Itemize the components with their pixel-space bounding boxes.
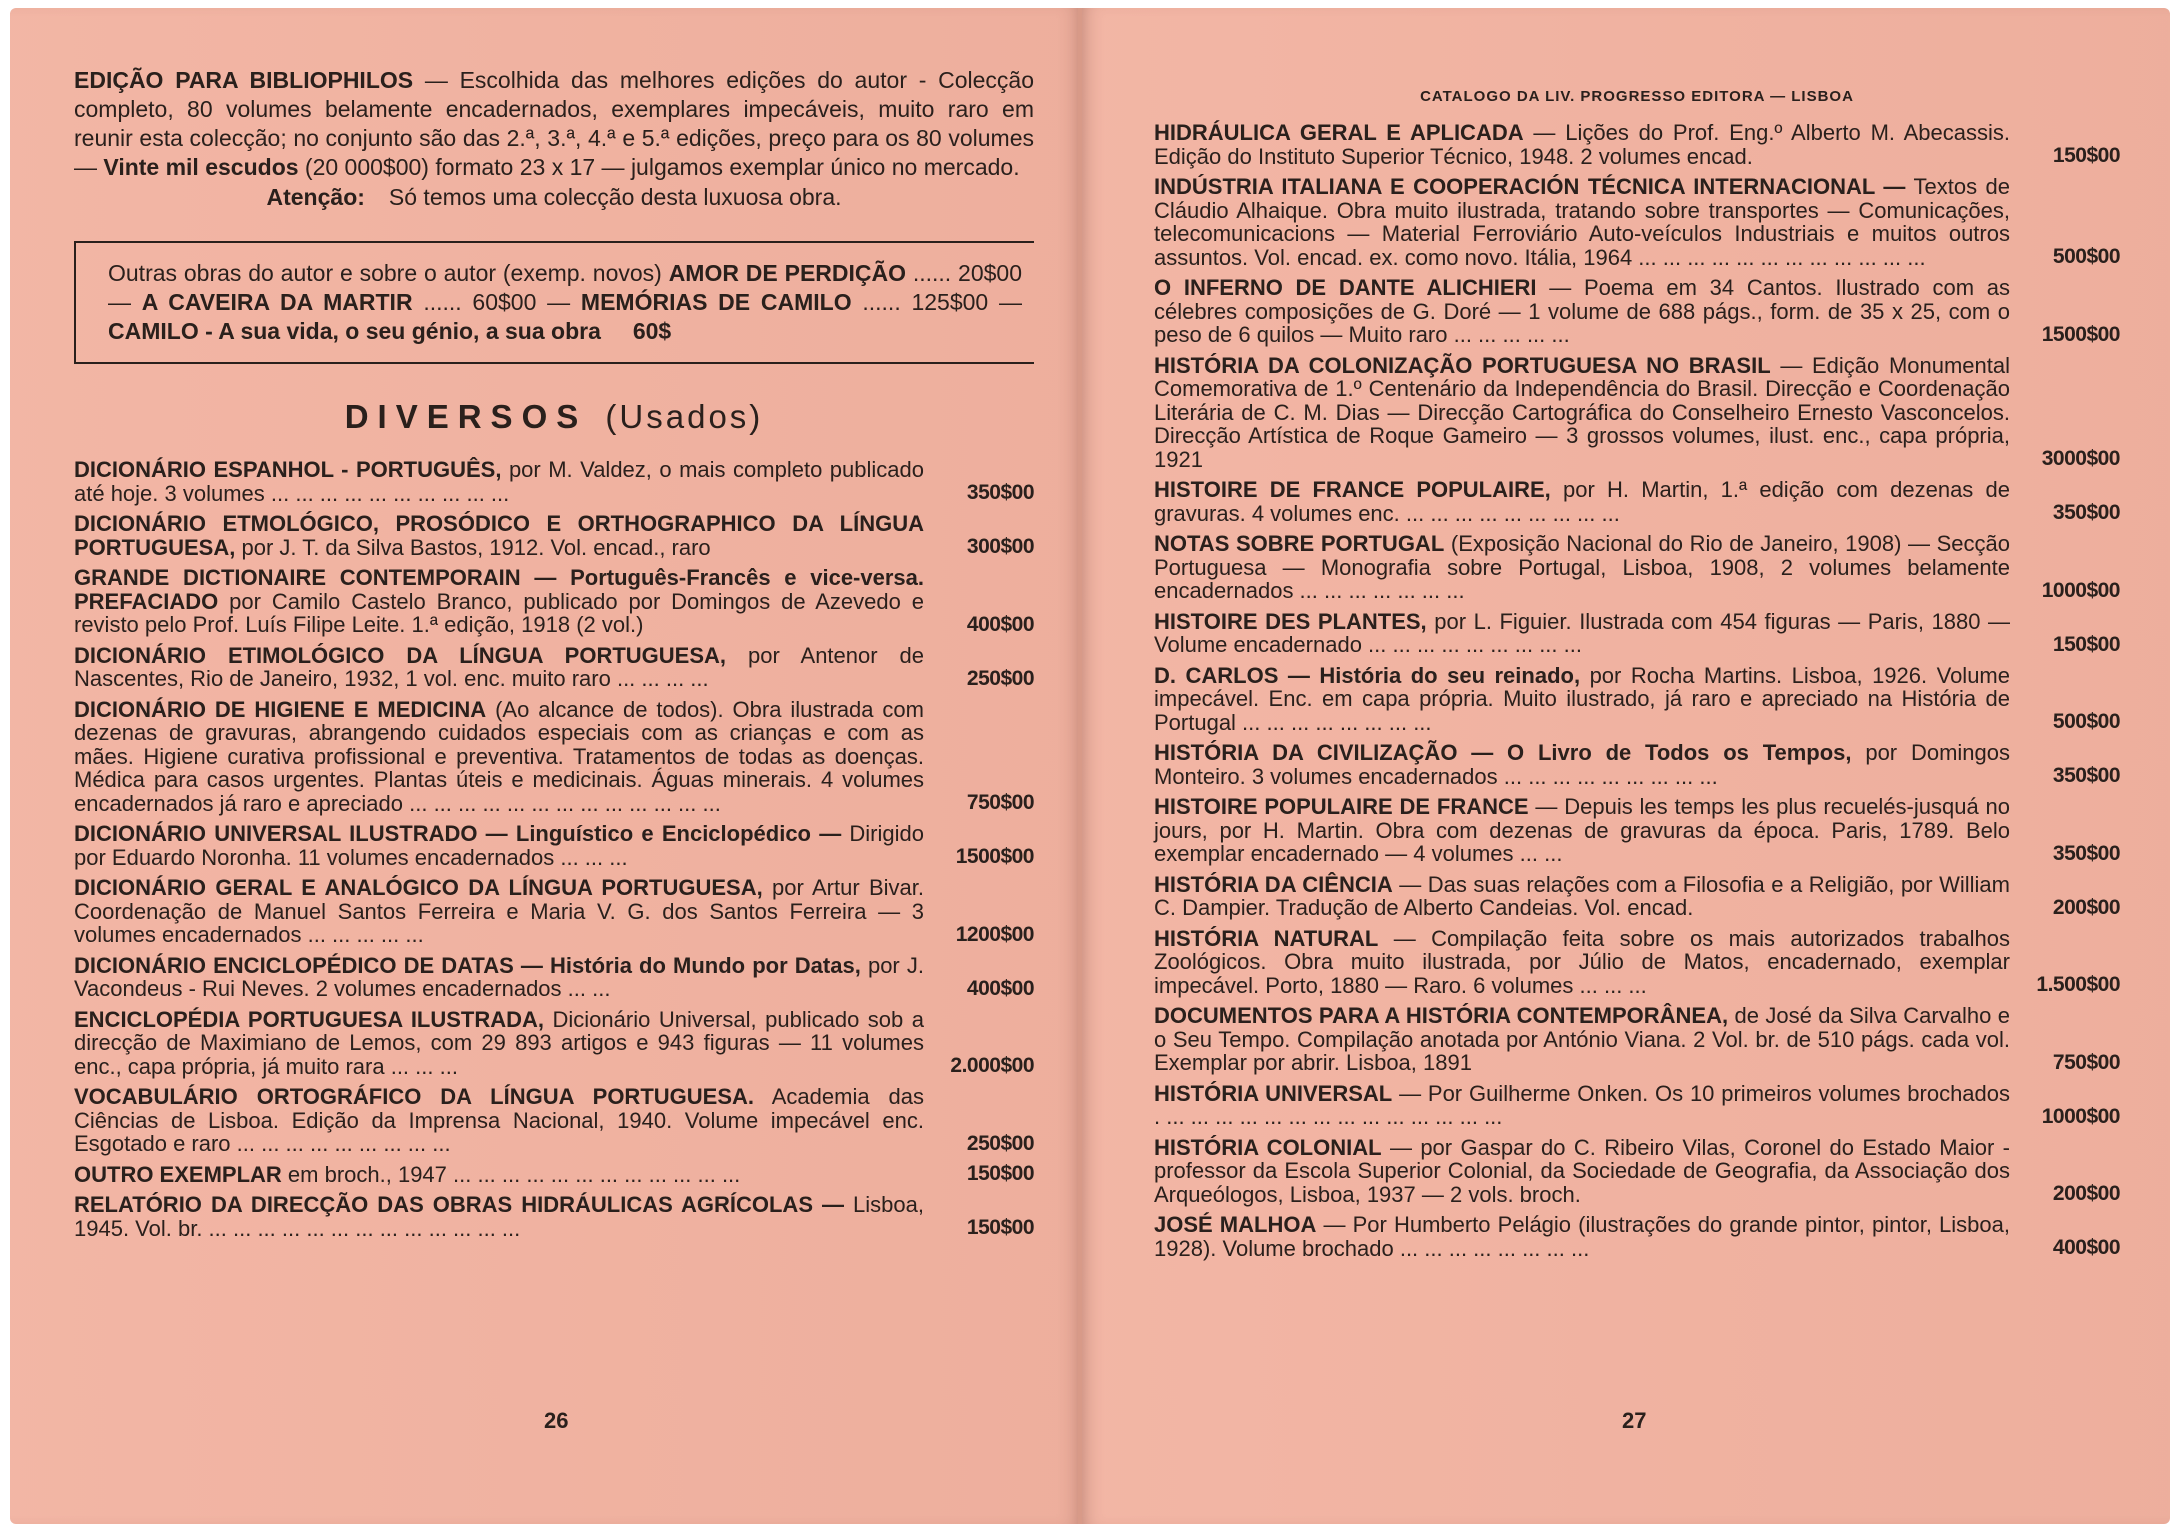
- entry-price: 350$00: [966, 481, 1034, 504]
- entry-text: [1154, 121, 2010, 168]
- box-title-2: A CAVEIRA DA MARTIR: [141, 289, 413, 315]
- entry-description: Dirigido por Eduardo Noronha. 11 volumes encadernados ... ... ...: [74, 821, 924, 870]
- entry-title: D. CARLOS — História do seu reinado,: [1154, 662, 1581, 688]
- entry-price: 1.500$00: [2036, 973, 2120, 996]
- entry-title: INDÚSTRIA ITALIANA E COOPERACIÓN TÉCNICA INTERNACIONAL —: [1154, 174, 1906, 199]
- entry-text: [1154, 1213, 2010, 1260]
- entry-description: Textos de Cláudio Alhaique. Obra muito ilustrada, tratando sobre transportes — Comunicações, telecomunicacions — Material Ferroviário Auto-veículos Industriais e muitos outros assuntos. Vol. encad. ex. como novo. Itália, 1964 ... ... ... ... ... ... ... ... ... ... ... ...: [1154, 174, 2010, 270]
- entry-price: 300$00: [966, 535, 1034, 558]
- entry-price: 150$00: [2052, 144, 2120, 167]
- box-text: Outras obras do autor e sobre o autor (exemp. novos): [108, 260, 669, 286]
- box-title-1: AMOR DE PERDIÇÃO: [668, 260, 906, 286]
- entry-price: 200$00: [2052, 895, 2120, 919]
- catalog-entry: [1154, 175, 2120, 269]
- entry-description: Lisboa, 1945. Vol. br. ... ... ... ... ... ... ... ... ... ... ... ... ...: [74, 1192, 924, 1241]
- entry-description: por Rocha Martins. Lisboa, 1926. Volume impecável. Enc. em capa própria. Muito ilustrado, já raro e apreciado na História de Portugal ... ... ... ... ... ... ... ...: [1154, 662, 2010, 735]
- entry-text: [74, 876, 924, 947]
- catalog-entry: [1154, 741, 2120, 788]
- entry-title: RELATÓRIO DA DIRECÇÃO DAS OBRAS HIDRÁULICAS AGRÍCOLAS —: [74, 1192, 845, 1217]
- catalog-entry: [1154, 121, 2120, 168]
- entry-description: por H. Martin, 1.ª edição com dezenas de gravuras. 4 volumes enc. ... ... ... ... ... ... ... ... ...: [1154, 477, 2010, 526]
- entry-title: HISTÓRIA NATURAL: [1154, 925, 1379, 951]
- catalog-entry: [74, 876, 1034, 947]
- running-head: CATALOGO DA LIV. PROGRESSO EDITORA — LISBOA: [1420, 88, 1854, 105]
- entry-price: 150$00: [966, 1216, 1034, 1239]
- left-entry-list: [74, 458, 1034, 1240]
- catalog-entry: [1154, 478, 2120, 525]
- catalog-entry: [74, 458, 1034, 505]
- box-price-1: ...... 20$00 —: [108, 260, 1022, 315]
- entry-title: DOCUMENTOS PARA A HISTÓRIA CONTEMPORÂNEA,: [1154, 1003, 1729, 1028]
- bibliophilos-intro: [74, 66, 1034, 182]
- entry-price: 750$00: [966, 791, 1034, 814]
- catalog-entry: [74, 1085, 1034, 1156]
- catalog-entry: [1154, 664, 2120, 735]
- entry-title: DICIONÁRIO DE HIGIENE E MEDICINA: [74, 696, 487, 722]
- entry-price: 350$00: [2052, 764, 2120, 787]
- entry-text: [1154, 610, 2010, 657]
- section-title-main: DIVERSOS: [344, 398, 588, 435]
- catalog-entry: [1154, 873, 2120, 920]
- box-price-2: ...... 60$00 —: [412, 289, 581, 315]
- entry-price: 750$00: [2052, 1050, 2120, 1074]
- entry-title: OUTRO EXEMPLAR: [74, 1161, 282, 1187]
- entry-title: DICIONÁRIO ETMOLÓGICO, PROSÓDICO E ORTHOGRAPHICO DA LÍNGUA PORTUGUESA,: [74, 511, 924, 560]
- entry-description: de José da Silva Carvalho e o Seu Tempo. Compilação anotada por António Viana. 2 Vol. br. de 510 págs. cada vol. Exemplar por abrir. Lisboa, 1891: [1154, 1003, 2010, 1075]
- catalog-entry: [74, 954, 1034, 1001]
- intro-text-a: — Escolhida das melhores edições do autor - Colecção completo, 80 volumes belamente encadernados, exemplares impecáveis, muito raro em reunir esta colecção; no conjunto são das 2.ª, 3.ª, 4.ª e 5.ª edições, preço para os 80 volumes —: [74, 67, 1034, 180]
- entry-price: 1000$00: [2041, 578, 2120, 602]
- entry-description: por M. Valdez, o mais completo publicado até hoje. 3 volumes ... ... ... ... ... ... ... ... ... ...: [74, 457, 924, 506]
- entry-description: por Artur Bivar. Coordenação de Manuel Santos Ferreira e Maria V. G. dos Santos Ferreira — 3 volumes encadernados ... ... ... ... ...: [74, 875, 924, 947]
- entry-text: [74, 698, 924, 816]
- page-number: 27: [1622, 1408, 1647, 1433]
- catalog-entry: [74, 512, 1034, 559]
- entry-description: — Compilação feita sobre os mais autorizados trabalhos Zoológicos. Obra muito ilustrada, por Júlio de Matos, encadernado, exemplar impecável. Porto, 1880 — Raro. 6 volumes ... ... ...: [1154, 925, 2011, 998]
- entry-price: 1000$00: [2041, 1104, 2120, 1128]
- entry-description: (Ao alcance de todos). Obra ilustrada com dezenas de gravuras, abrangendo cuidados especiais com as crianças e com as mães. Higiene curativa profissional e preventiva. Tratamentos de todas as doenças. Médica para casos urgentes. Plantas úteis e medicinais. Águas minerais. 4 volumes encadernados já raro e apreciado ... ... ... ... ... ... ... ... ... ... ... ... ...: [74, 696, 924, 816]
- entry-price: 250$00: [966, 666, 1034, 690]
- entry-text: [1154, 276, 2010, 347]
- entry-description: — Poema em 34 Cantos. Ilustrado com as célebres composições de G. Doré — 1 volume de 688 págs., form. de 35 x 25, com o peso de 6 quilos — Muito raro ... ... ... ... ...: [1154, 275, 2010, 347]
- entry-text: [1154, 532, 2010, 603]
- entry-price: 1200$00: [955, 922, 1034, 946]
- catalog-entry: [1154, 354, 2120, 472]
- entry-title: JOSÉ MALHOA: [1154, 1212, 1317, 1237]
- catalog-entry: [1154, 610, 2120, 657]
- right-column: [1154, 66, 2120, 1267]
- entry-text: [1154, 795, 2010, 866]
- entry-text: [74, 1008, 924, 1079]
- entry-price: 400$00: [966, 976, 1034, 1000]
- catalog-entry: [1154, 1004, 2120, 1075]
- entry-text: [74, 644, 924, 691]
- entry-price: 3000$00: [2041, 447, 2120, 470]
- section-title: [74, 398, 1034, 436]
- entry-price: 2.000$00: [950, 1054, 1034, 1077]
- catalog-entry: [1154, 276, 2120, 347]
- entry-price: 400$00: [966, 612, 1034, 636]
- box-title-4: CAMILO - A sua vida, o seu génio, a sua obra: [108, 318, 601, 344]
- entry-text: [74, 458, 924, 505]
- catalog-entry: [74, 822, 1034, 869]
- entry-text: [1154, 664, 2010, 735]
- entry-price: 150$00: [966, 1162, 1034, 1185]
- entry-description: — por Gaspar do C. Ribeiro Vilas, Coronel do Estado Maior - professor da Escola Superior Colonial, da Sociedade de Geografia, da Associação dos Arqueólogos, Lisboa, 1937 — 2 vols. broch.: [1154, 1134, 2010, 1207]
- entry-text: [1154, 741, 2010, 788]
- entry-text: [74, 822, 924, 869]
- entry-description: (Exposição Nacional do Rio de Janeiro, 1908) — Secção Portuguesa — Monografia sobre Portugal, Lisboa, 1908, 2 volumes belamente encadernados ... ... ... ... ... ... ...: [1154, 531, 2011, 603]
- entry-description: por L. Figuier. Ilustrada com 454 figuras — Paris, 1880 — Volume encadernado ... ... ... ... ... ... ... ... ...: [1154, 608, 2010, 657]
- entry-text: [1154, 175, 2010, 269]
- intro-text-b: (20 000$00) formato 23 x 17 — julgamos exemplar único no mercado.: [298, 154, 1020, 180]
- catalog-entry: [74, 644, 1034, 691]
- entry-title: HISTOIRE POPULAIRE DE FRANCE: [1154, 794, 1529, 819]
- entry-price: 200$00: [2052, 1182, 2120, 1205]
- entry-price: 350$00: [2052, 501, 2120, 524]
- entry-text: [1154, 354, 2010, 472]
- entry-title: VOCABULÁRIO ORTOGRÁFICO DA LÍNGUA PORTUGUESA.: [74, 1084, 754, 1109]
- entry-price: 1500$00: [955, 845, 1034, 868]
- entry-title: HISTOIRE DES PLANTES,: [1154, 608, 1427, 634]
- entry-description: por J. Vacondeus - Rui Neves. 2 volumes encadernados ... ...: [74, 952, 924, 1001]
- entry-text: [1154, 927, 2010, 998]
- attention-text: Só temos uma colecção desta luxuosa obra.: [388, 184, 842, 210]
- right-page: [1082, 8, 2170, 1524]
- attention-label: Atenção:: [266, 184, 365, 210]
- entry-price: 400$00: [2052, 1236, 2120, 1259]
- catalog-entry: [1154, 927, 2120, 998]
- catalog-entry: [1154, 1082, 2120, 1129]
- entry-price: 350$00: [2052, 841, 2120, 865]
- entry-price: 500$00: [2052, 245, 2120, 268]
- entry-description: — Por Guilherme Onken. Os 10 primeiros volumes brochados . ... ... ... ... ... ... ... ... ... ... ... ... ... ...: [1154, 1080, 2011, 1129]
- box-price-4: 60$: [632, 318, 672, 344]
- entry-description: em broch., 1947 ... ... ... ... ... ... ... ... ... ... ... ...: [281, 1161, 741, 1187]
- catalog-entry: [1154, 1213, 2120, 1260]
- entry-title: HISTÓRIA DA CIÊNCIA: [1154, 871, 1393, 897]
- entry-title: DICIONÁRIO ENCICLOPÉDICO DE DATAS — História do Mundo por Datas,: [74, 952, 861, 978]
- entry-text: [74, 566, 924, 637]
- entry-description: por Antenor de Nascentes, Rio de Janeiro, 1932, 1 vol. enc. muito raro ... ... ... ...: [74, 642, 924, 691]
- entry-text: [74, 954, 924, 1001]
- entry-description: por Camilo Castelo Branco, publicado por Domingos de Azevedo e revisto pelo Prof. Luís Filipe Leite. 1.ª edição, 1918 (2 vol.): [74, 588, 924, 637]
- entry-text: [74, 1085, 924, 1156]
- catalog-entry: [1154, 532, 2120, 603]
- entry-title: DICIONÁRIO GERAL E ANALÓGICO DA LÍNGUA PORTUGUESA,: [74, 875, 763, 900]
- entry-title: HISTOIRE DE FRANCE POPULAIRE,: [1154, 477, 1551, 502]
- entry-title: ENCICLOPÉDIA PORTUGUESA ILUSTRADA,: [74, 1006, 545, 1032]
- entry-price: 250$00: [966, 1131, 1034, 1155]
- catalog-entry: [1154, 795, 2120, 866]
- attention-note: [74, 184, 1034, 211]
- entry-price: 150$00: [2052, 632, 2120, 656]
- catalog-entry: [1154, 1136, 2120, 1207]
- entry-description: — Edição Monumental Comemorativa de 1.º Centenário da Independência do Brasil. Direcção e Coordenação Literária de C. M. Dias — Direcção Cartográfica do Conselheiro Ernesto Vasconcelos. Direcção Artística de Roque Gameiro — 3 grossos volumes, ilust. enc., capa própria, 1921: [1154, 352, 2011, 472]
- entry-text: [1154, 1082, 2010, 1129]
- box-price-3: ...... 125$00 —: [851, 289, 1022, 315]
- entry-title: HIDRÁULICA GERAL E APLICADA: [1154, 120, 1524, 145]
- intro-head: EDIÇÃO PARA BIBLIOPHILOS: [74, 67, 414, 93]
- entry-price: 1500$00: [2041, 322, 2120, 346]
- entry-title: GRANDE DICTIONAIRE CONTEMPORAIN — Português-Francês e vice-versa. PREFACIADO: [74, 565, 924, 614]
- book-spread: [10, 8, 2170, 1524]
- section-title-sub: (Usados): [605, 398, 764, 435]
- entry-text: [1154, 478, 2010, 525]
- entry-text: [1154, 1004, 2010, 1075]
- entry-description: Dicionário Universal, publicado sob a direcção de Maximiano de Lemos, com 29 893 artigos e 943 figuras — 11 volumes enc., capa própria, já muito rara ... ... ...: [74, 1006, 924, 1079]
- entry-price: 500$00: [2052, 710, 2120, 733]
- entry-description: — Depuis les temps les plus recuelés-jusquá no jours, por H. Martin. Obra com dezenas de gravuras da época. Paris, 1789. Belo exemplar encadernado — 4 volumes ... ...: [1154, 794, 2010, 866]
- entry-title: O INFERNO DE DANTE ALICHIERI: [1154, 275, 1537, 300]
- entry-title: DICIONÁRIO UNIVERSAL ILUSTRADO — Linguístico e Enciclopédico —: [74, 821, 842, 846]
- box-title-3: MEMÓRIAS DE CAMILO: [580, 289, 852, 315]
- catalog-entry: [74, 1193, 1034, 1240]
- page-number: 26: [544, 1408, 569, 1433]
- catalog-entry: [74, 1163, 1034, 1187]
- entry-text: [74, 512, 924, 559]
- entry-description: Academia das Ciências de Lisboa. Edição da Imprensa Nacional, 1940. Volume impecável enc. Esgotado e raro ... ... ... ... ... ... ... ... ...: [74, 1084, 924, 1156]
- entry-title: DICIONÁRIO ETIMOLÓGICO DA LÍNGUA PORTUGUESA,: [74, 642, 727, 668]
- entry-title: HISTÓRIA DA CIVILIZAÇÃO — O Livro de Todos os Tempos,: [1154, 740, 1852, 765]
- entry-title: HISTÓRIA COLONIAL: [1154, 1134, 1382, 1160]
- entry-text: [1154, 873, 2010, 920]
- entry-description: por Domingos Monteiro. 3 volumes encadernados ... ... ... ... ... ... ... ... ...: [1154, 740, 2010, 789]
- entry-text: [1154, 1136, 2010, 1207]
- entry-description: — Por Humberto Pelágio (ilustrações do grande pintor, pintor, Lisboa, 1928). Volume brochado ... ... ... ... ... ... ... ...: [1154, 1212, 2010, 1261]
- other-works-box: [74, 241, 1034, 364]
- catalog-entry: [74, 1008, 1034, 1079]
- entry-title: DICIONÁRIO ESPANHOL - PORTUGUÊS,: [74, 457, 502, 482]
- entry-description: — Das suas relações com a Filosofia e a Religião, por William C. Dampier. Tradução de Alberto Candeias. Vol. encad.: [1154, 871, 2010, 920]
- entry-description: — Lições do Prof. Eng.º Alberto M. Abecassis. Edição do Instituto Superior Técnico, 1948. 2 volumes encad.: [1154, 120, 2010, 169]
- entry-title: HISTÓRIA DA COLONIZAÇÃO PORTUGUESA NO BRASIL: [1154, 352, 1771, 378]
- right-entry-list: [1154, 121, 2120, 1260]
- entry-title: NOTAS SOBRE PORTUGAL: [1154, 531, 1445, 556]
- entry-description: por J. T. da Silva Bastos, 1912. Vol. encad., raro: [235, 534, 711, 560]
- catalog-entry: [74, 698, 1034, 816]
- left-column: [74, 66, 1034, 1247]
- left-page: [10, 8, 1080, 1524]
- entry-text: [74, 1163, 924, 1187]
- entry-text: [74, 1193, 924, 1240]
- intro-price-words: Vinte mil escudos: [103, 154, 299, 180]
- catalog-entry: [74, 566, 1034, 637]
- entry-title: HISTÓRIA UNIVERSAL: [1154, 1080, 1393, 1106]
